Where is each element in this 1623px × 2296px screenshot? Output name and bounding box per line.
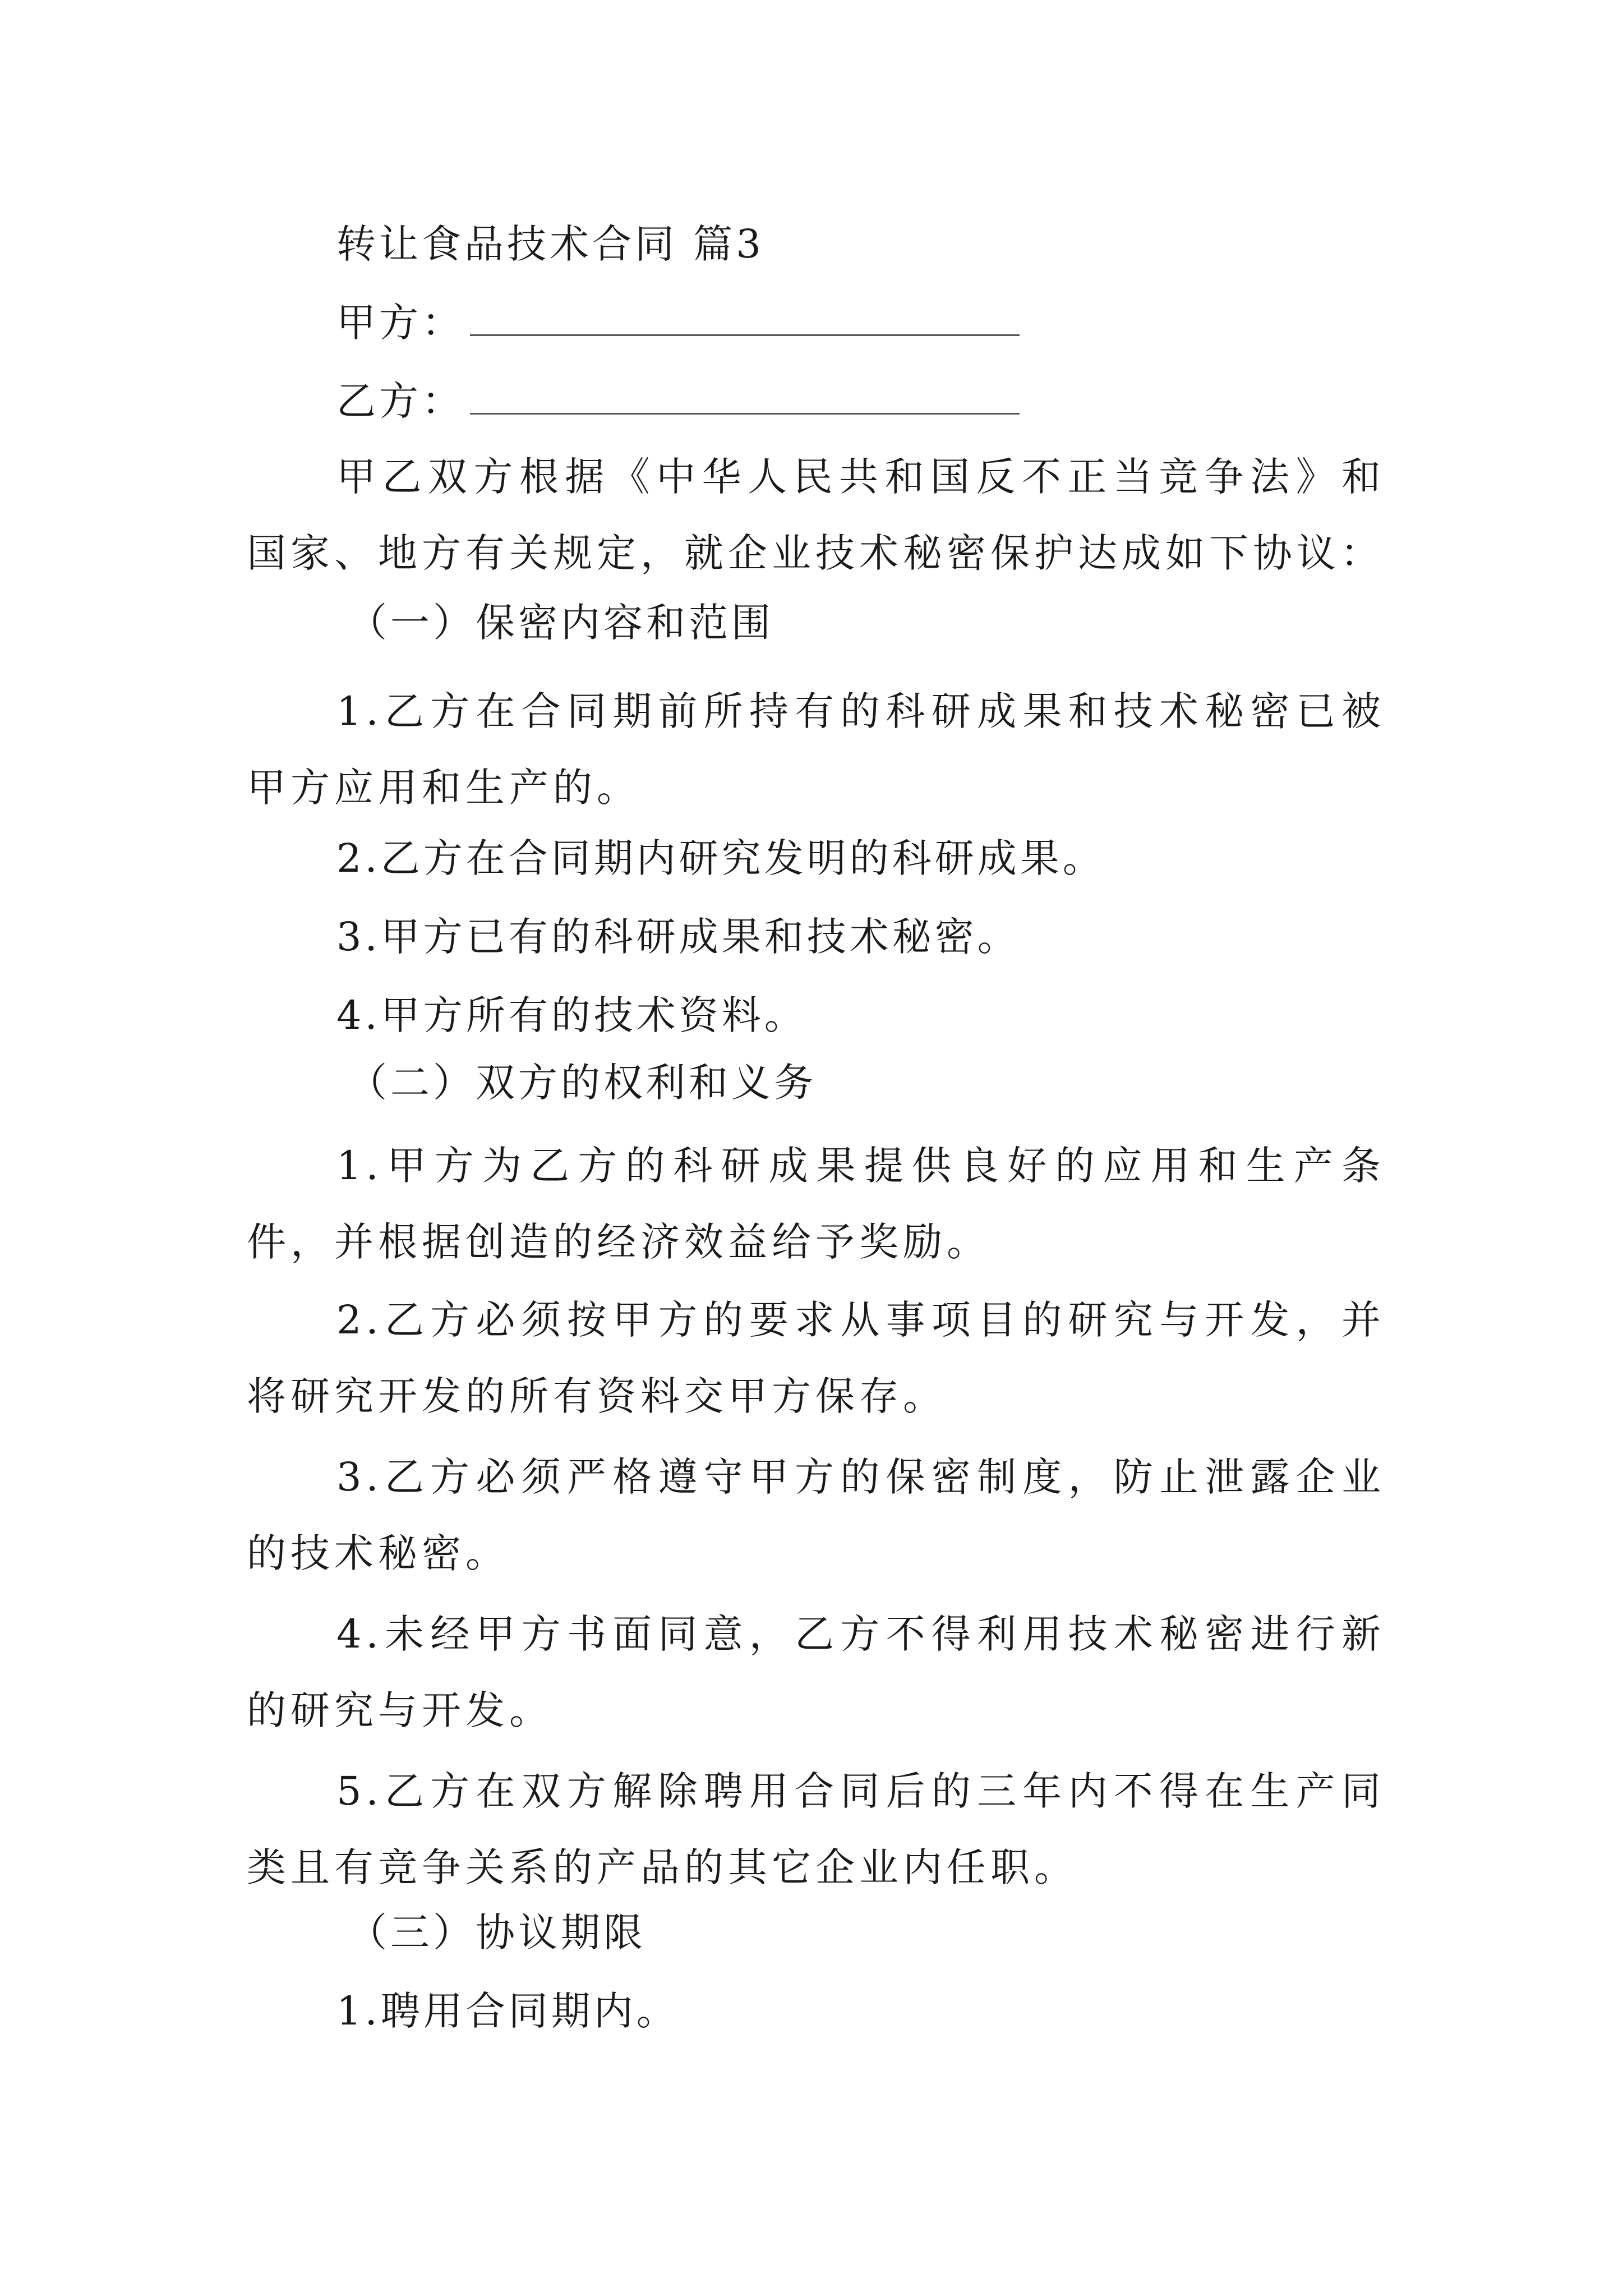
party-a-line xyxy=(336,295,1020,351)
party-a-label: 甲方： xyxy=(336,300,464,346)
section1-item-3: 3.甲方已有的科研成果和技术秘密。 xyxy=(336,914,1020,960)
document-title: 转让食品技术合同 篇3 xyxy=(336,221,764,267)
party-b-blank-field xyxy=(470,408,1020,415)
section1-item-1: 1.乙方在合同期前所持有的科研成果和技术秘密已被甲方应用和生产的。 xyxy=(247,688,1385,811)
section2-item-3: 3.乙方必须严格遵守甲方的保密制度，防止泄露企业的技术秘密。 xyxy=(247,1454,1385,1576)
section2-item-2: 2.乙方必须按甲方的要求从事项目的研究与开发，并将研究开发的所有资料交甲方保存。 xyxy=(247,1297,1385,1419)
section3-heading: （三）协议期限 xyxy=(348,1910,646,1955)
section2-item-4: 4.未经甲方书面同意，乙方不得利用技术秘密进行新的研究与开发。 xyxy=(247,1611,1385,1733)
section2-heading: （二）双方的权利和义务 xyxy=(348,1060,817,1106)
party-b-line xyxy=(336,373,1020,429)
intro-paragraph: 甲乙双方根据《中华人民共和国反不正当竞争法》和国家、地方有关规定，就企业技术秘密保护达成如下协议： xyxy=(247,454,1385,576)
party-a-blank-field xyxy=(470,330,1020,336)
section1-item-4: 4.甲方所有的技术资料。 xyxy=(336,992,807,1038)
section1-item-2: 2.乙方在合同期内研究发明的科研成果。 xyxy=(336,835,1105,881)
party-b-label: 乙方： xyxy=(336,378,464,424)
section2-item-5: 5.乙方在双方解除聘用合同后的三年内不得在生产同类且有竞争关系的产品的其它企业内任职。 xyxy=(247,1768,1385,1890)
section2-item-1: 1.甲方为乙方的科研成果提供良好的应用和生产条件，并根据创造的经济效益给予奖励。 xyxy=(247,1143,1385,1265)
section3-item-1: 1.聘用合同期内。 xyxy=(336,1988,679,2034)
section1-heading: （一）保密内容和范围 xyxy=(348,600,774,646)
